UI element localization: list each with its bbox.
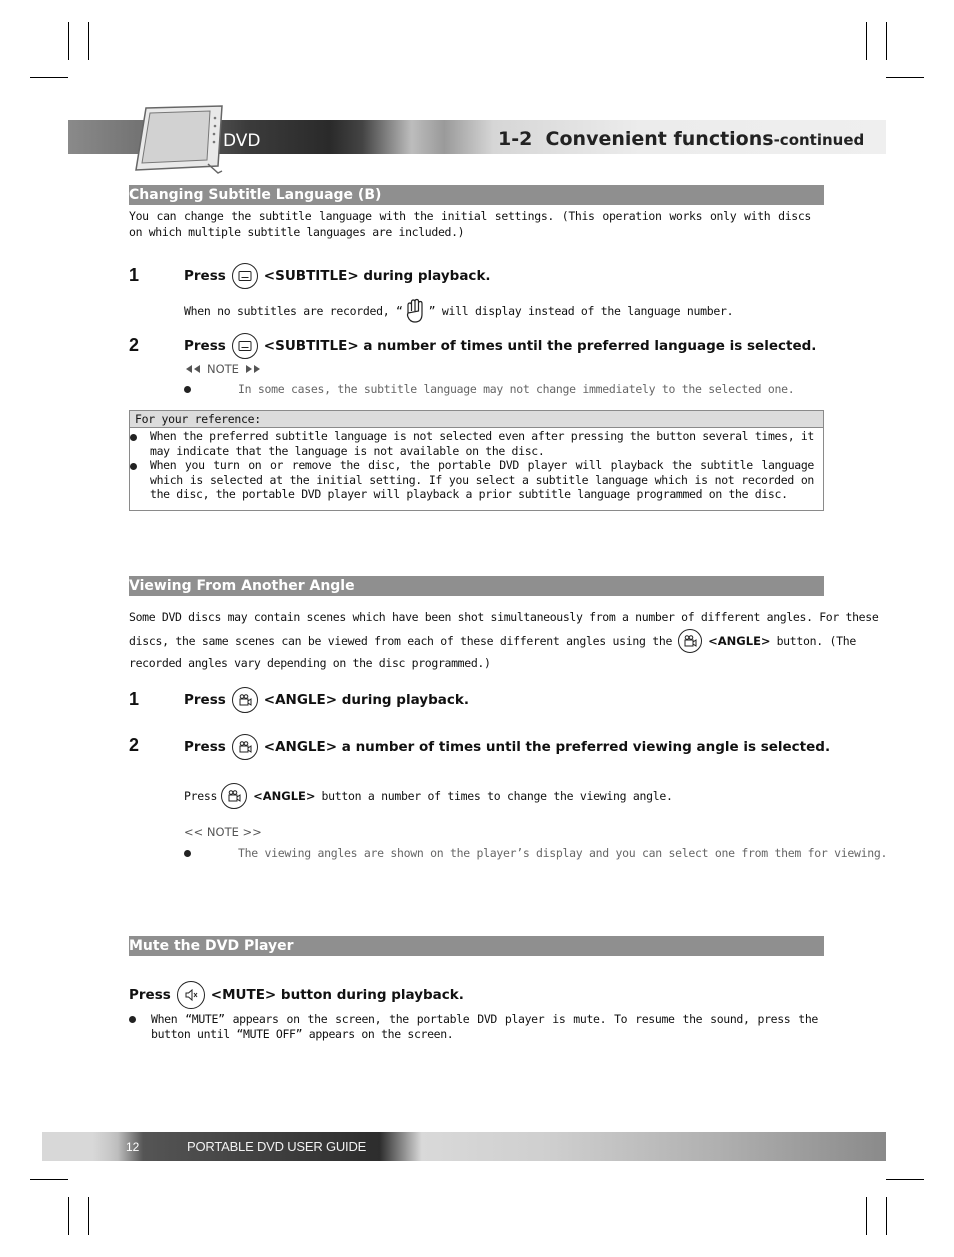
header-section-label: DVD — [223, 131, 261, 151]
reference-heading: For your reference: — [130, 411, 823, 428]
subtitle-step-1 — [184, 262, 491, 290]
angle-intro-line-3: recorded angles vary depending on the disc programmed.) — [129, 656, 491, 670]
subtitle-step-1-info — [184, 298, 733, 324]
subtitle-note-text: In some cases, the subtitle language may not change immediately to the selected one. — [238, 382, 795, 396]
info-text-before: When no subtitles are recorded, “ — [184, 304, 403, 318]
portable-dvd-player-icon — [132, 104, 228, 174]
intro-text: button. (The — [776, 634, 857, 648]
footer-band — [42, 1132, 886, 1161]
angle-step-2 — [184, 733, 830, 761]
bullet-dot — [130, 434, 137, 441]
crop-mark — [866, 1197, 867, 1235]
angle-button-icon — [232, 687, 258, 713]
crop-mark — [886, 1197, 887, 1235]
step-text: <SUBTITLE> a number of times until the preferred language is selected. — [263, 338, 817, 354]
angle-intro-line-1: Some DVD discs may contain scenes which have been shot simultaneously from a number of different angles. For these — [129, 610, 879, 624]
page-title-main: 1-2 Convenient functions — [498, 128, 774, 150]
subtitle-step-2 — [184, 332, 816, 360]
press-label: Press — [129, 987, 171, 1003]
crop-mark — [886, 22, 887, 60]
step-number: 2 — [129, 335, 140, 355]
angle-button-icon — [221, 783, 247, 809]
mute-button-icon — [177, 981, 205, 1009]
section-heading-mute: Mute the DVD Player — [129, 936, 824, 956]
angle-note-text: The viewing angles are shown on the player’s display and you can select one from them for viewing. — [238, 846, 888, 860]
crop-mark — [886, 1179, 924, 1180]
subtitle-button-icon — [232, 263, 258, 289]
hand-icon — [403, 297, 429, 325]
section-heading-subtitle: Changing Subtitle Language (B) — [129, 185, 824, 205]
bullet-dot — [129, 1016, 136, 1023]
press-label: Press — [184, 739, 226, 755]
step-number: 2 — [129, 735, 140, 755]
intro-text: discs, the same scenes can be viewed from each of these different angles using the — [129, 634, 673, 648]
step-text: <ANGLE> during playback. — [263, 692, 469, 708]
page-title-continued: -continued — [773, 131, 865, 149]
crop-mark — [68, 1197, 69, 1235]
subtitle-intro: You can change the subtitle language with the initial settings. (This operation works only with discs on which multiple subtitle languages are included.) — [129, 209, 811, 239]
angle-intro-line-2 — [129, 628, 856, 654]
note-heading — [184, 362, 262, 376]
reference-box — [129, 410, 824, 511]
crop-mark — [866, 22, 867, 60]
double-left-arrow-icon — [184, 364, 202, 374]
bullet-dot — [184, 386, 191, 393]
step-text: <MUTE> button during playback. — [210, 987, 464, 1003]
step-number: 1 — [129, 265, 140, 285]
crop-mark — [88, 1197, 89, 1235]
angle-info — [184, 782, 673, 810]
info-text-after: ” will display instead of the language number. — [428, 304, 734, 318]
press-label: Press — [184, 692, 226, 708]
note-label: NOTE — [207, 362, 239, 376]
crop-mark — [88, 22, 89, 60]
mute-step — [129, 981, 464, 1009]
step-text: <ANGLE> a number of times until the preferred viewing angle is selected. — [263, 739, 831, 755]
section-heading-angle: Viewing From Another Angle — [129, 576, 824, 596]
angle-step-1 — [184, 686, 469, 714]
press-label: Press — [184, 268, 226, 284]
info-text: button a number of times to change the viewing angle. — [321, 789, 673, 803]
step-number: 1 — [129, 689, 140, 709]
reference-item: When you turn on or remove the disc, the portable DVD player will playback the subtitle language which is selected at the initial setting. If you select a subtitle language which is not recorded on the disc, the portable DVD player will playback a prior subtitle language programmed on the disc. — [150, 458, 814, 501]
crop-mark — [30, 77, 68, 78]
reference-item: When the preferred subtitle language is not selected even after pressing the button several times, it may indicate that the language is not available on the disc. — [150, 429, 814, 458]
step-text: <SUBTITLE> during playback. — [263, 268, 491, 284]
crop-mark — [30, 1179, 68, 1180]
double-right-arrow-icon — [244, 364, 262, 374]
press-label: Press — [184, 789, 218, 803]
note-heading: << NOTE >> — [184, 825, 262, 839]
bullet-dot — [184, 850, 191, 857]
page-number: 12 — [126, 1140, 140, 1154]
press-label: Press — [184, 338, 226, 354]
mute-bullet-text: When “MUTE” appears on the screen, the portable DVD player is mute. To resume the sound, press the button until “MUTE OFF” appears on the screen. — [151, 1012, 818, 1041]
angle-button-icon — [678, 629, 702, 653]
page-title — [498, 128, 864, 150]
footer-guide-title: PORTABLE DVD USER GUIDE — [187, 1139, 367, 1154]
crop-mark — [68, 22, 69, 60]
subtitle-button-icon — [232, 333, 258, 359]
crop-mark — [886, 77, 924, 78]
angle-key-label: <ANGLE> — [253, 789, 316, 803]
angle-key-label: <ANGLE> — [708, 634, 771, 648]
angle-button-icon — [232, 734, 258, 760]
bullet-dot — [130, 463, 137, 470]
